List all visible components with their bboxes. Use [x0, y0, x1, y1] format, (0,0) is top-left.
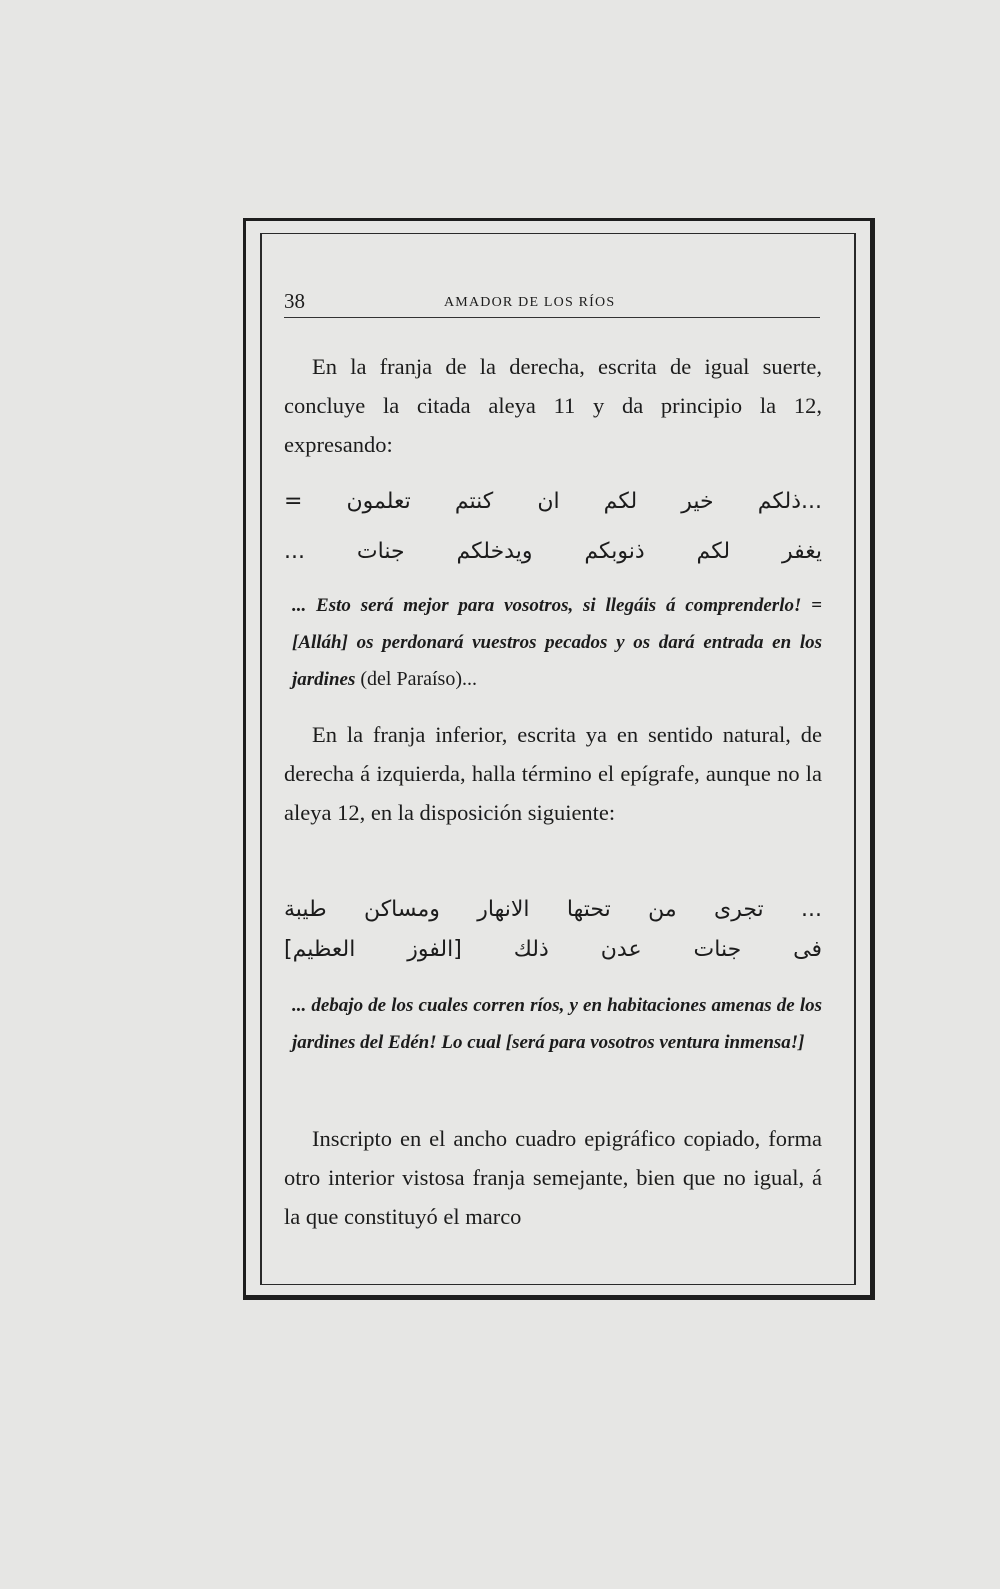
translation-2: ... debajo de los cuales corren ríos, y en habitaciones amenas de los jardines del Edén! Lo cual [será para vosotros ventura inmensa!]	[292, 995, 822, 1053]
arabic-line-1: ...ذلكم خير لكم ان كنتم تعلمون =	[284, 489, 822, 514]
running-head	[284, 289, 820, 318]
arabic-line-3: ... تجرى من تحتها الانهار ومساكن طيبة	[284, 897, 822, 922]
paragraph-1: En la franja de la derecha, escrita de igual suerte, concluye la citada aleya 11 y da principio la 12, expresando:	[284, 354, 822, 457]
translation-1-italic: ... Esto será mejor para vosotros, si llegáis á comprenderlo! = [Alláh] os perdonará vuestros pecados y os dará entrada en los jardines	[292, 595, 822, 690]
paragraph-3: Inscripto en el ancho cuadro epigráfico copiado, forma otro interior vistosa franja semejante, bien que no igual, á la que constituyó el marco	[284, 1126, 822, 1229]
translation-1-plain: (del Paraíso)...	[355, 668, 477, 690]
paragraph-2: En la franja inferior, escrita ya en sentido natural, de derecha á izquierda, halla término el epígrafe, aunque no la aleya 12, en la disposición siguiente:	[284, 722, 822, 825]
page-number: 38	[284, 289, 305, 313]
arabic-line-2: يغفر لكم ذنوبكم ويدخلكم جنات ...	[284, 539, 822, 564]
translation-1	[292, 587, 822, 698]
page-frame	[243, 218, 875, 1300]
running-title: AMADOR DE LOS RÍOS	[444, 295, 616, 310]
arabic-line-4: فى جنات عدن ذلك [الفوز العظيم]	[284, 937, 822, 962]
